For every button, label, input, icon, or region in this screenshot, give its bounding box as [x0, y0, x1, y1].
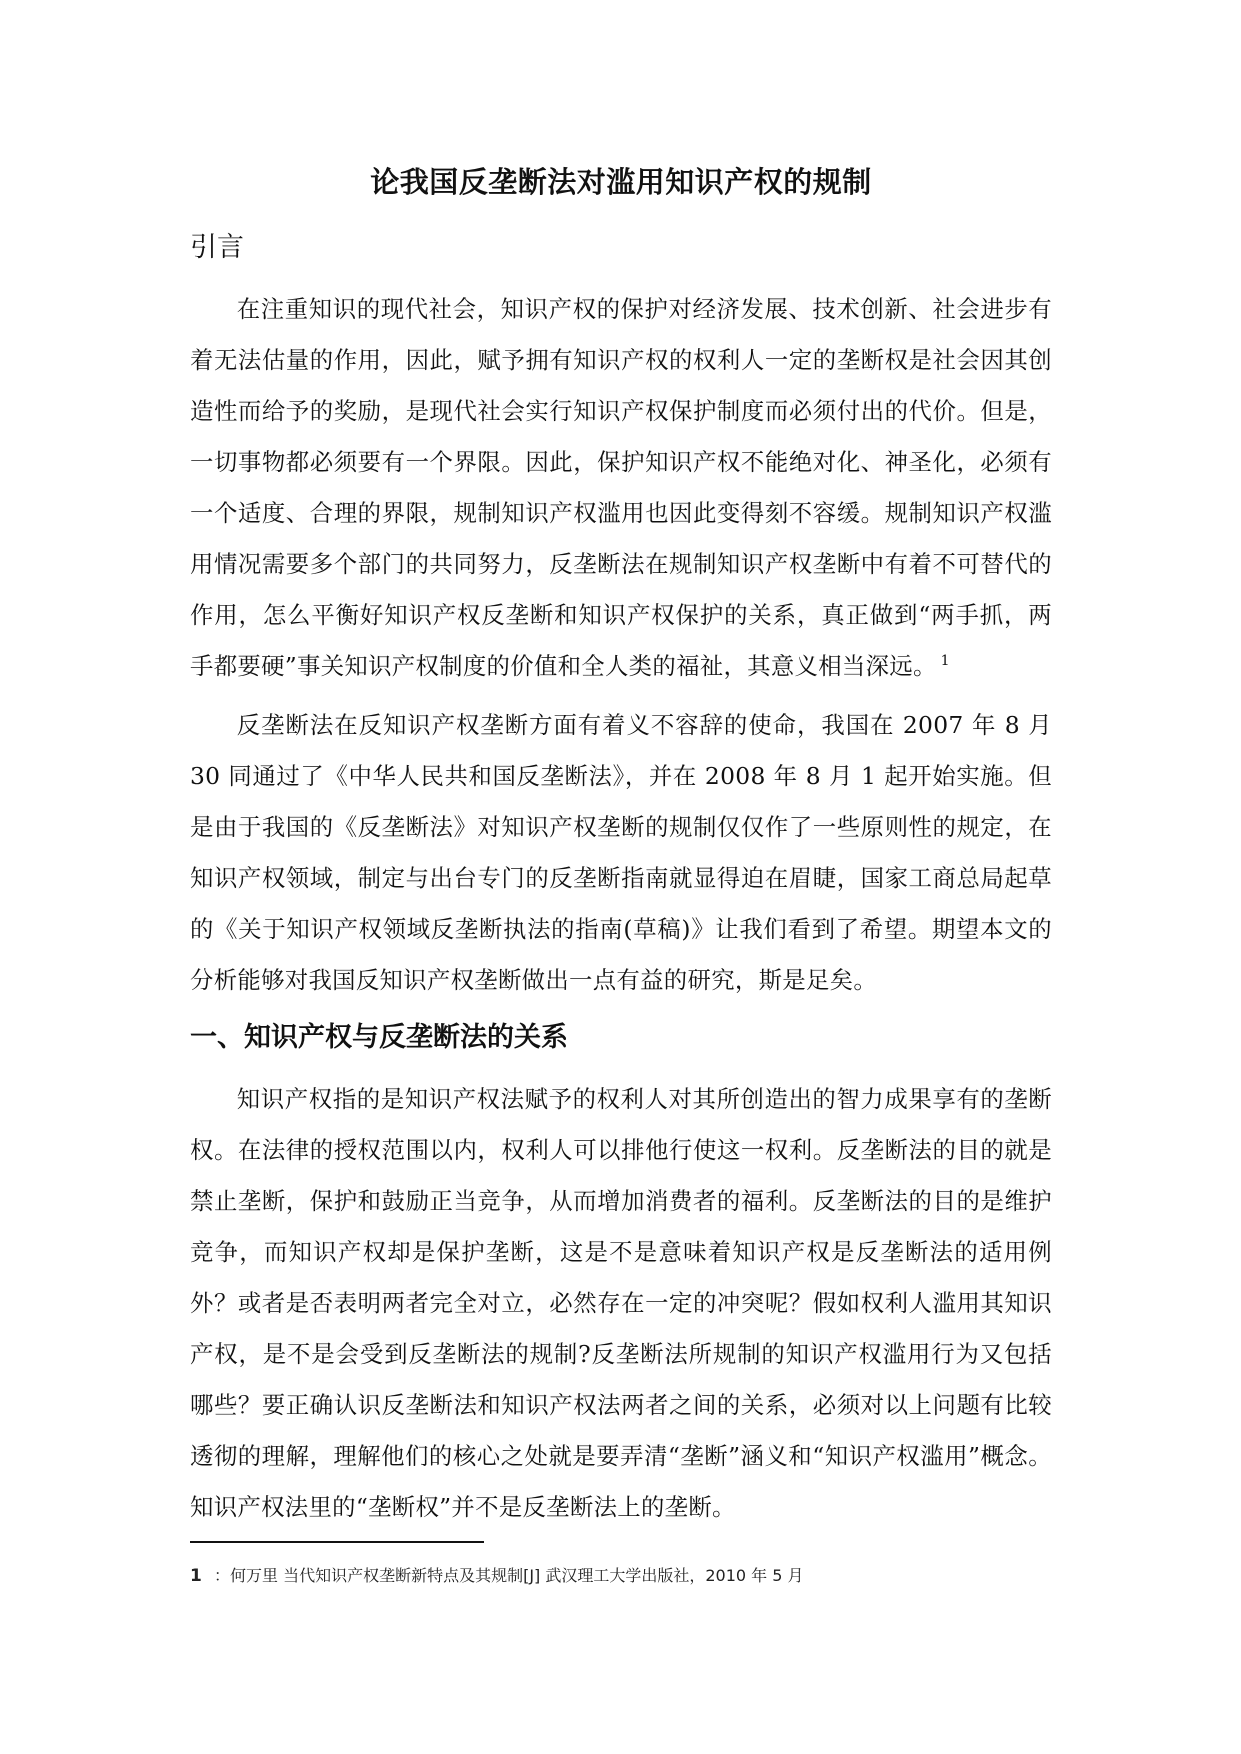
footnote-reference[interactable]: 1 — [940, 653, 950, 670]
intro-paragraph-1-text: 在注重知识的现代社会，知识产权的保护对经济发展、技术创新、社会进步有着无法估量的作用，因此，赋予拥有知识产权的权利人一定的垄断权是社会因其创造性而给予的奖励，是现代社会实行知识产权保护制度而必须付出的代价。但是，一切事物都必须要有一个界限。因此，保护知识产权不能绝对化、神圣化，必须有一个适度、合理的界限，规制知识产权滥用也因此变得刻不容缓。规制知识产权滥用情况需要多个部门的共同努力，反垄断法在规制知识产权垄断中有着不可替代的作用，怎么平衡好知识产权反垄断和知识产权保护的关系，真正做到“两手抓，两手都要硬”事关知识产权制度的价值和全人类的福祉，其意义相当深远。 — [190, 295, 1052, 680]
footnote-text: ：何万里 当代知识产权垄断新特点及其规制[J] 武汉理工大学出版社，2010 年 5 月 — [214, 1566, 804, 1585]
section-1-paragraph-1: 知识产权指的是知识产权法赋予的权利人对其所创造出的智力成果享有的垄断权。在法律的授权范围以内，权利人可以排他行使这一权利。反垄断法的目的就是禁止垄断，保护和鼓励正当竞争，从而增加消费者的福利。反垄断法的目的是维护竞争，而知识产权却是保护垄断，这是不是意味着知识产权是反垄断法的适用例外？或者是否表明两者完全对立，必然存在一定的冲突呢？假如权利人滥用其知识产权，是不是会受到反垄断法的规制?反垄断法所规制的知识产权滥用行为又包括哪些？要正确认识反垄断法和知识产权法两者之间的关系，必须对以上问题有比较透彻的理解，理解他们的核心之处就是要弄清“垄断”涵义和“知识产权滥用”概念。知识产权法里的“垄断权”并不是反垄断法上的垄断。 — [190, 1085, 1052, 1521]
footnote-separator — [190, 1541, 484, 1543]
footnote-number: 1 — [190, 1566, 202, 1586]
document-title: 论我国反垄断法对滥用知识产权的规制 — [370, 165, 872, 199]
document-body — [190, 160, 1052, 1533]
intro-paragraph-2: 反垄断法在反知识产权垄断方面有着义不容辞的使命，我国在 2007 年 8 月 30 同通过了《中华人民共和国反垄断法》，并在 2008 年 8 月 1 起开始实施。但是由于我国的《反垄断法》对知识产权垄断的规制仅仅作了一些原则性的规定，在知识产权领域，制定与出台专门的反垄断指南就显得迫在眉睫，国家工商总局起草的《关于知识产权领域反垄断执法的指南(草稿)》让我们看到了希望。期望本文的分析能够对我国反知识产权垄断做出一点有益的研究，斯是足矣。 — [190, 711, 1052, 994]
footnote — [190, 1562, 1052, 1590]
section-1-heading: 一、知识产权与反垄断法的关系 — [190, 1022, 568, 1053]
intro-paragraph-1 — [190, 284, 1052, 692]
intro-heading: 引言 — [190, 232, 244, 263]
